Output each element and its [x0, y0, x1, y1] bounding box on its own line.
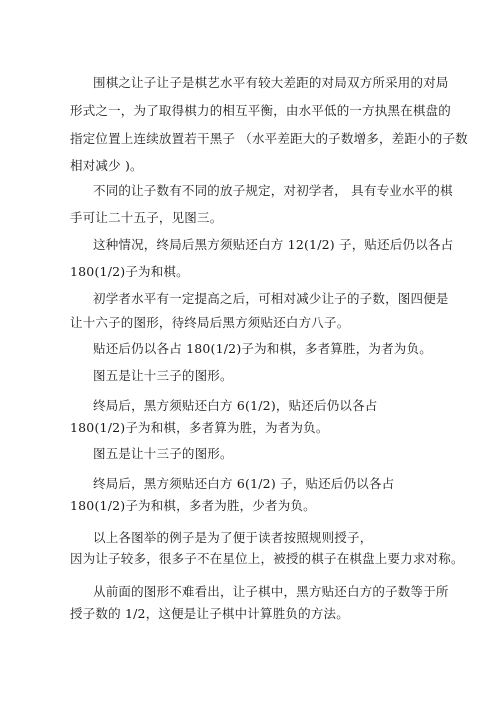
text-line: 终局后，黑方须贴还白方 6(1/2) 子，贴还后仍以各占 [93, 476, 395, 491]
text-line: 贴还后仍以各占 180(1/2)子为和棋，多者算胜，为者为负。 [93, 341, 432, 356]
text-line: 授子数的 1/2，这便是让子棋中计算胜负的方法。 [70, 606, 349, 621]
text-line: 形式之一，为了取得棋力的相互平衡，由水平低的一方执黑在棋盘的 [70, 103, 452, 118]
text-line: 初学者水平有一定提高之后，可相对减少让子的子数，图四便是 [93, 291, 449, 306]
text-line: 180(1/2)子为和棋，多者算为胜，为者为负。 [70, 420, 329, 435]
text-line: 这种情况，终局后黑方须贴还白方 12(1/2) 子，贴还后仍以各占 [93, 237, 454, 252]
text-line: 不同的让子数有不同的放子规定，对初学者， 具有专业水平的棋 [93, 183, 453, 198]
text-line: 图五是让十三子的图形。 [93, 368, 233, 383]
text-line: 以上各图举的例子是为了便于读者按照规则授子， [93, 530, 373, 545]
text-line: 手可让二十五子，见图三。 [70, 210, 223, 225]
text-line: 指定位置上连续放置若干黑子 （水平差距大的子数增多，差距小的子数 [70, 131, 468, 146]
text-line: 围棋之让子让子是棋艺水平有较大差距的对局双方所采用的对局 [93, 75, 449, 90]
text-line: 图五是让十三子的图形。 [93, 446, 233, 461]
text-line: 让十六子的图形，待终局后黑方须贴还白方八子。 [70, 315, 350, 330]
text-line: 从前面的图形不难看出，让子棋中，黑方贴还白方的子数等于所 [93, 584, 449, 599]
text-line: 因为让子较多，很多子不在星位上，被授的棋子在棋盘上要力求对称。 [70, 551, 464, 566]
text-line: 180(1/2)子为和棋，多者为胜，少者为负。 [70, 498, 316, 513]
text-line: 相对减少 )。 [70, 158, 143, 173]
text-line: 180(1/2)子为和棋。 [70, 264, 189, 279]
text-line: 终局后，黑方须贴还白方 6(1/2)，贴还后仍以各占 [93, 398, 378, 413]
